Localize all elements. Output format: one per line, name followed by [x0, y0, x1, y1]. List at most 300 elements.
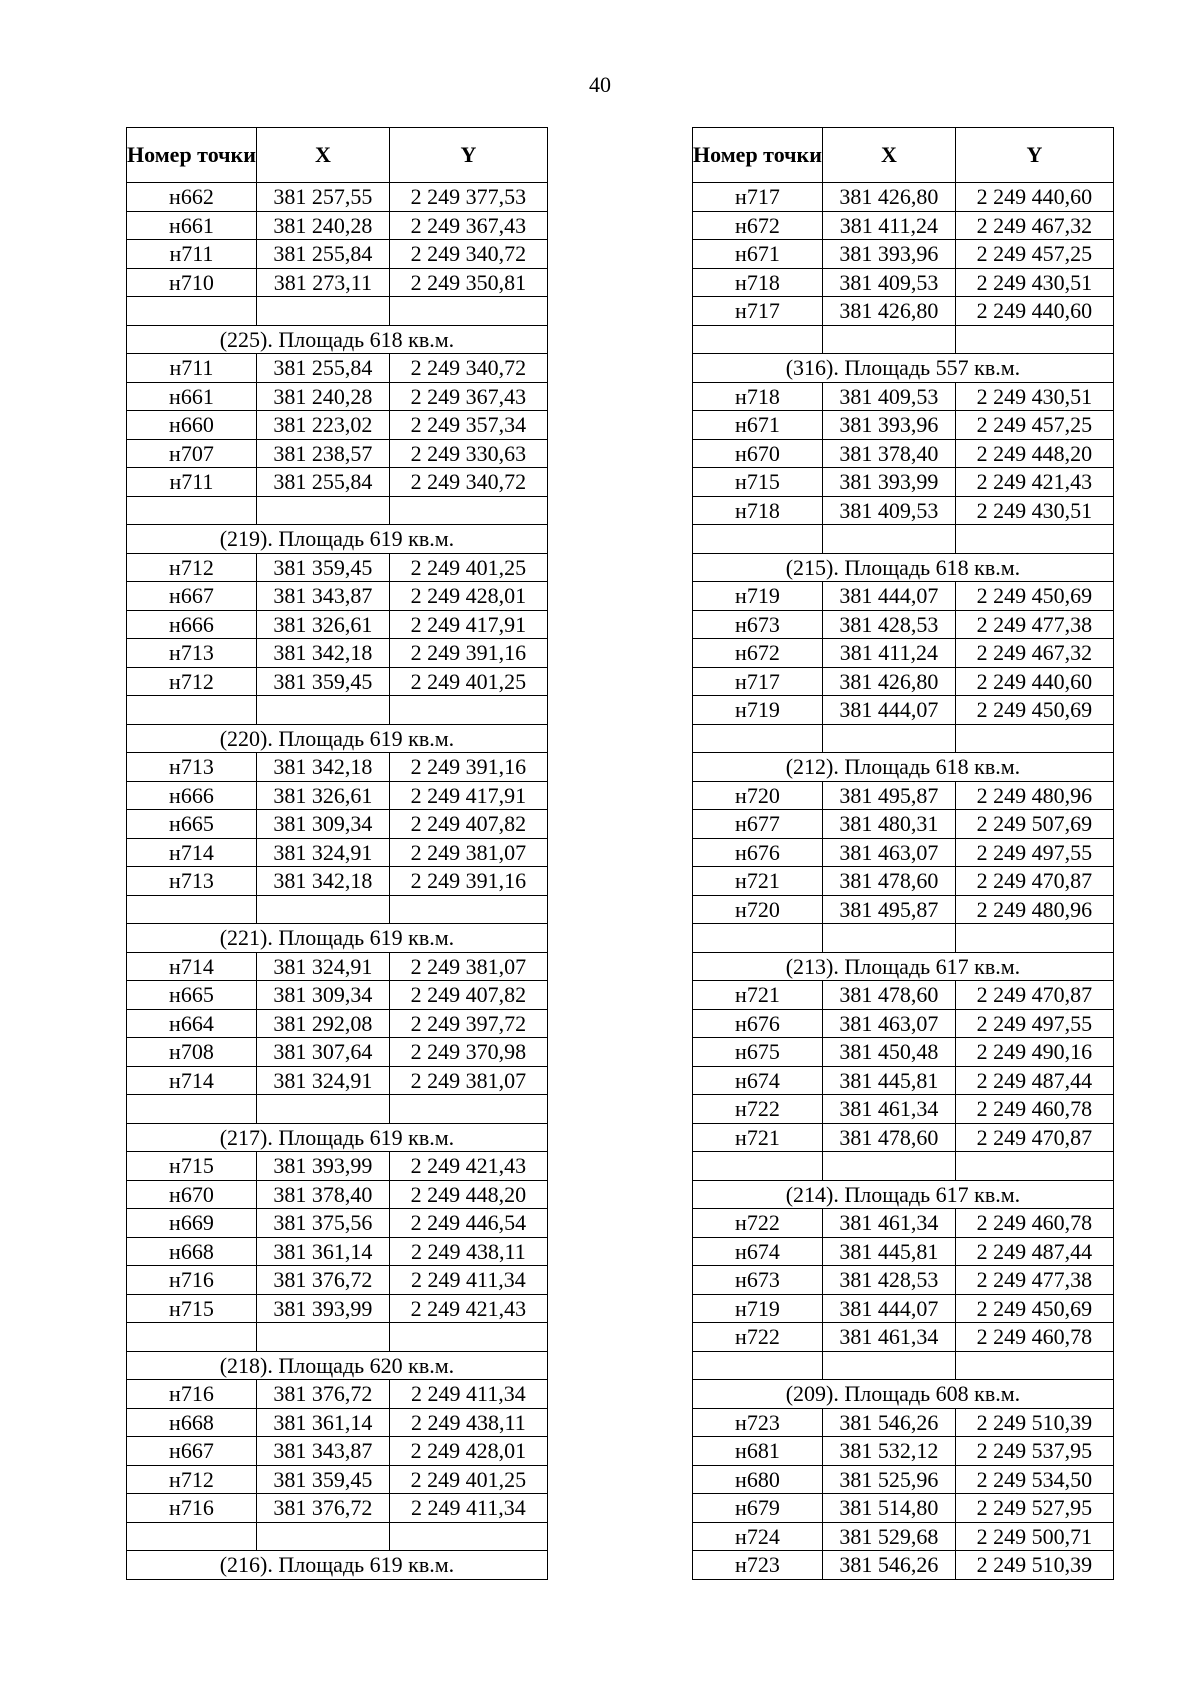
- x-coordinate-cell: 381 393,99: [256, 1294, 389, 1323]
- x-coordinate-cell: 381 273,11: [256, 268, 389, 297]
- x-coordinate-cell: 381 238,57: [256, 439, 389, 468]
- x-coordinate-cell: 381 444,07: [822, 582, 955, 611]
- y-coordinate-cell: 2 249 330,63: [389, 439, 547, 468]
- x-coordinate-cell: 381 240,28: [256, 211, 389, 240]
- table-row: [127, 1237, 548, 1266]
- table-row: [693, 268, 1114, 297]
- point-number-cell: н715: [127, 1294, 257, 1323]
- table-body-right: [693, 183, 1114, 1580]
- table-row: [127, 781, 548, 810]
- section-title: (316). Площадь 557 кв.м.: [693, 354, 1114, 383]
- x-coordinate-cell: 381 240,28: [256, 382, 389, 411]
- point-number-cell: н719: [693, 582, 823, 611]
- x-coordinate-cell: 381 359,45: [256, 553, 389, 582]
- x-coordinate-cell: [256, 696, 389, 725]
- y-coordinate-cell: 2 249 460,78: [955, 1323, 1113, 1352]
- section-title-row: [127, 1351, 548, 1380]
- point-number-cell: н723: [693, 1551, 823, 1580]
- point-number-cell: н666: [127, 781, 257, 810]
- point-number-cell: [127, 1095, 257, 1124]
- y-coordinate-cell: 2 249 381,07: [389, 1066, 547, 1095]
- y-coordinate-cell: 2 249 397,72: [389, 1009, 547, 1038]
- table-row: [693, 810, 1114, 839]
- y-coordinate-cell: 2 249 500,71: [955, 1522, 1113, 1551]
- y-coordinate-cell: 2 249 537,95: [955, 1437, 1113, 1466]
- point-number-cell: н717: [693, 667, 823, 696]
- empty-row: [693, 1152, 1114, 1181]
- header-y: Y: [955, 128, 1113, 183]
- x-coordinate-cell: [256, 496, 389, 525]
- x-coordinate-cell: 381 463,07: [822, 1009, 955, 1038]
- y-coordinate-cell: 2 249 428,01: [389, 1437, 547, 1466]
- x-coordinate-cell: 381 409,53: [822, 382, 955, 411]
- point-number-cell: н722: [693, 1095, 823, 1124]
- table-row: [127, 1038, 548, 1067]
- x-coordinate-cell: 381 532,12: [822, 1437, 955, 1466]
- section-title: (218). Площадь 620 кв.м.: [127, 1351, 548, 1380]
- y-coordinate-cell: 2 249 370,98: [389, 1038, 547, 1067]
- table-row: [127, 382, 548, 411]
- point-number-cell: н674: [693, 1237, 823, 1266]
- coordinates-table-left: [126, 127, 548, 1580]
- header-x: X: [256, 128, 389, 183]
- y-coordinate-cell: 2 249 428,01: [389, 582, 547, 611]
- point-number-cell: н672: [693, 639, 823, 668]
- table-row: [127, 1380, 548, 1409]
- table-row: [693, 1038, 1114, 1067]
- table-row: [693, 838, 1114, 867]
- empty-row: [127, 1095, 548, 1124]
- point-number-cell: н718: [693, 496, 823, 525]
- y-coordinate-cell: 2 249 407,82: [389, 981, 547, 1010]
- section-title: (214). Площадь 617 кв.м.: [693, 1180, 1114, 1209]
- y-coordinate-cell: 2 249 381,07: [389, 838, 547, 867]
- point-number-cell: н718: [693, 382, 823, 411]
- section-title-row: [693, 354, 1114, 383]
- y-coordinate-cell: 2 249 411,34: [389, 1266, 547, 1295]
- point-number-cell: н716: [127, 1266, 257, 1295]
- point-number-cell: н718: [693, 268, 823, 297]
- table-row: [693, 895, 1114, 924]
- section-title-row: [127, 1551, 548, 1580]
- y-coordinate-cell: 2 249 357,34: [389, 411, 547, 440]
- y-coordinate-cell: [389, 895, 547, 924]
- x-coordinate-cell: 381 426,80: [822, 297, 955, 326]
- point-number-cell: [127, 297, 257, 326]
- point-number-cell: н668: [127, 1237, 257, 1266]
- y-coordinate-cell: 2 249 401,25: [389, 667, 547, 696]
- x-coordinate-cell: 381 525,96: [822, 1465, 955, 1494]
- y-coordinate-cell: [389, 1323, 547, 1352]
- x-coordinate-cell: 381 529,68: [822, 1522, 955, 1551]
- x-coordinate-cell: 381 463,07: [822, 838, 955, 867]
- table-row: [127, 952, 548, 981]
- y-coordinate-cell: [389, 496, 547, 525]
- table-body-left: [127, 183, 548, 1580]
- point-number-cell: н710: [127, 268, 257, 297]
- x-coordinate-cell: 381 445,81: [822, 1066, 955, 1095]
- coordinates-table-right: [692, 127, 1114, 1580]
- point-number-cell: н715: [693, 468, 823, 497]
- y-coordinate-cell: 2 249 421,43: [389, 1294, 547, 1323]
- y-coordinate-cell: 2 249 421,43: [389, 1152, 547, 1181]
- y-coordinate-cell: [389, 1095, 547, 1124]
- x-coordinate-cell: 381 309,34: [256, 810, 389, 839]
- table-row: [127, 1180, 548, 1209]
- x-coordinate-cell: 381 478,60: [822, 1123, 955, 1152]
- y-coordinate-cell: 2 249 430,51: [955, 382, 1113, 411]
- section-title-row: [693, 952, 1114, 981]
- x-coordinate-cell: 381 255,84: [256, 468, 389, 497]
- point-number-cell: н717: [693, 297, 823, 326]
- point-number-cell: н673: [693, 610, 823, 639]
- x-coordinate-cell: 381 324,91: [256, 838, 389, 867]
- point-number-cell: н708: [127, 1038, 257, 1067]
- table-row: [693, 1266, 1114, 1295]
- x-coordinate-cell: 381 223,02: [256, 411, 389, 440]
- y-coordinate-cell: 2 249 430,51: [955, 268, 1113, 297]
- y-coordinate-cell: 2 249 377,53: [389, 183, 547, 212]
- table-row: [127, 354, 548, 383]
- y-coordinate-cell: 2 249 457,25: [955, 240, 1113, 269]
- table-row: [693, 439, 1114, 468]
- point-number-cell: н721: [693, 1123, 823, 1152]
- point-number-cell: н712: [127, 667, 257, 696]
- table-row: [693, 1123, 1114, 1152]
- x-coordinate-cell: 381 461,34: [822, 1095, 955, 1124]
- point-number-cell: н681: [693, 1437, 823, 1466]
- table-header-row: [693, 128, 1114, 183]
- y-coordinate-cell: [389, 297, 547, 326]
- table-row: [127, 1465, 548, 1494]
- point-number-cell: [693, 525, 823, 554]
- y-coordinate-cell: 2 249 440,60: [955, 667, 1113, 696]
- y-coordinate-cell: 2 249 457,25: [955, 411, 1113, 440]
- x-coordinate-cell: 381 409,53: [822, 496, 955, 525]
- y-coordinate-cell: 2 249 510,39: [955, 1551, 1113, 1580]
- section-title: (217). Площадь 619 кв.м.: [127, 1123, 548, 1152]
- point-number-cell: н676: [693, 838, 823, 867]
- table-row: [693, 1323, 1114, 1352]
- x-coordinate-cell: 381 292,08: [256, 1009, 389, 1038]
- table-row: [693, 582, 1114, 611]
- x-coordinate-cell: 381 495,87: [822, 895, 955, 924]
- page-number: 40: [589, 72, 611, 97]
- point-number-cell: [127, 1323, 257, 1352]
- y-coordinate-cell: 2 249 450,69: [955, 582, 1113, 611]
- empty-row: [693, 325, 1114, 354]
- point-number-cell: н712: [127, 1465, 257, 1494]
- y-coordinate-cell: 2 249 450,69: [955, 1294, 1113, 1323]
- y-coordinate-cell: 2 249 417,91: [389, 781, 547, 810]
- y-coordinate-cell: 2 249 460,78: [955, 1209, 1113, 1238]
- point-number-cell: н674: [693, 1066, 823, 1095]
- point-number-cell: н714: [127, 952, 257, 981]
- x-coordinate-cell: [256, 1095, 389, 1124]
- y-coordinate-cell: [955, 1351, 1113, 1380]
- y-coordinate-cell: 2 249 381,07: [389, 952, 547, 981]
- table-row: [127, 639, 548, 668]
- point-number-cell: н677: [693, 810, 823, 839]
- x-coordinate-cell: 381 378,40: [822, 439, 955, 468]
- x-coordinate-cell: 381 426,80: [822, 667, 955, 696]
- table-row: [127, 1266, 548, 1295]
- x-coordinate-cell: [256, 1522, 389, 1551]
- table-row: [693, 382, 1114, 411]
- point-number-cell: н714: [127, 838, 257, 867]
- point-number-cell: н719: [693, 1294, 823, 1323]
- table-header-row: [127, 128, 548, 183]
- point-number-cell: н723: [693, 1408, 823, 1437]
- x-coordinate-cell: 381 546,26: [822, 1408, 955, 1437]
- point-number-cell: н665: [127, 981, 257, 1010]
- point-number-cell: н713: [127, 867, 257, 896]
- table-row: [693, 1095, 1114, 1124]
- table-row: [127, 838, 548, 867]
- y-coordinate-cell: 2 249 467,32: [955, 211, 1113, 240]
- section-title: (213). Площадь 617 кв.м.: [693, 952, 1114, 981]
- table-row: [693, 610, 1114, 639]
- x-coordinate-cell: 381 359,45: [256, 1465, 389, 1494]
- section-title-row: [127, 724, 548, 753]
- x-coordinate-cell: 381 445,81: [822, 1237, 955, 1266]
- x-coordinate-cell: [822, 1152, 955, 1181]
- point-number-cell: н661: [127, 211, 257, 240]
- x-coordinate-cell: [822, 525, 955, 554]
- x-coordinate-cell: 381 359,45: [256, 667, 389, 696]
- y-coordinate-cell: 2 249 340,72: [389, 468, 547, 497]
- table-row: [127, 867, 548, 896]
- x-coordinate-cell: 381 393,99: [822, 468, 955, 497]
- table-row: [127, 1152, 548, 1181]
- table-row: [693, 639, 1114, 668]
- table-row: [127, 1294, 548, 1323]
- point-number-cell: н675: [693, 1038, 823, 1067]
- y-coordinate-cell: 2 249 438,11: [389, 1408, 547, 1437]
- table-row: [127, 268, 548, 297]
- y-coordinate-cell: 2 249 477,38: [955, 1266, 1113, 1295]
- header-point-number: Номер точки: [127, 128, 257, 183]
- x-coordinate-cell: [256, 1323, 389, 1352]
- point-number-cell: н672: [693, 211, 823, 240]
- x-coordinate-cell: 381 378,40: [256, 1180, 389, 1209]
- table-row: [127, 610, 548, 639]
- point-number-cell: [127, 496, 257, 525]
- point-number-cell: н711: [127, 354, 257, 383]
- y-coordinate-cell: 2 249 534,50: [955, 1465, 1113, 1494]
- y-coordinate-cell: 2 249 340,72: [389, 240, 547, 269]
- y-coordinate-cell: 2 249 407,82: [389, 810, 547, 839]
- x-coordinate-cell: 381 326,61: [256, 610, 389, 639]
- y-coordinate-cell: 2 249 497,55: [955, 838, 1113, 867]
- x-coordinate-cell: 381 309,34: [256, 981, 389, 1010]
- y-coordinate-cell: 2 249 391,16: [389, 639, 547, 668]
- point-number-cell: н660: [127, 411, 257, 440]
- section-title-row: [127, 924, 548, 953]
- point-number-cell: н713: [127, 639, 257, 668]
- point-number-cell: н719: [693, 696, 823, 725]
- x-coordinate-cell: 381 324,91: [256, 1066, 389, 1095]
- point-number-cell: н713: [127, 753, 257, 782]
- table-row: [127, 582, 548, 611]
- x-coordinate-cell: 381 255,84: [256, 354, 389, 383]
- table-row: [693, 1294, 1114, 1323]
- point-number-cell: н721: [693, 867, 823, 896]
- y-coordinate-cell: 2 249 440,60: [955, 183, 1113, 212]
- x-coordinate-cell: [822, 924, 955, 953]
- point-number-cell: н712: [127, 553, 257, 582]
- table-row: [693, 781, 1114, 810]
- y-coordinate-cell: [955, 1152, 1113, 1181]
- table-row: [127, 439, 548, 468]
- y-coordinate-cell: 2 249 417,91: [389, 610, 547, 639]
- y-coordinate-cell: 2 249 440,60: [955, 297, 1113, 326]
- y-coordinate-cell: 2 249 430,51: [955, 496, 1113, 525]
- x-coordinate-cell: 381 444,07: [822, 696, 955, 725]
- x-coordinate-cell: 381 361,14: [256, 1237, 389, 1266]
- point-number-cell: н707: [127, 439, 257, 468]
- table-row: [693, 1408, 1114, 1437]
- x-coordinate-cell: 381 376,72: [256, 1266, 389, 1295]
- table-row: [127, 183, 548, 212]
- y-coordinate-cell: 2 249 487,44: [955, 1066, 1113, 1095]
- x-coordinate-cell: [822, 325, 955, 354]
- x-coordinate-cell: 381 426,80: [822, 183, 955, 212]
- table-row: [127, 1437, 548, 1466]
- x-coordinate-cell: 381 428,53: [822, 610, 955, 639]
- table-row: [693, 496, 1114, 525]
- x-coordinate-cell: [256, 297, 389, 326]
- x-coordinate-cell: 381 257,55: [256, 183, 389, 212]
- x-coordinate-cell: 381 495,87: [822, 781, 955, 810]
- x-coordinate-cell: 381 342,18: [256, 753, 389, 782]
- section-title: (220). Площадь 619 кв.м.: [127, 724, 548, 753]
- x-coordinate-cell: 381 393,96: [822, 411, 955, 440]
- y-coordinate-cell: 2 249 477,38: [955, 610, 1113, 639]
- section-title: (212). Площадь 618 кв.м.: [693, 753, 1114, 782]
- section-title-row: [127, 1123, 548, 1152]
- y-coordinate-cell: 2 249 438,11: [389, 1237, 547, 1266]
- x-coordinate-cell: 381 255,84: [256, 240, 389, 269]
- y-coordinate-cell: 2 249 510,39: [955, 1408, 1113, 1437]
- y-coordinate-cell: 2 249 391,16: [389, 867, 547, 896]
- table-row: [127, 667, 548, 696]
- point-number-cell: н664: [127, 1009, 257, 1038]
- point-number-cell: н667: [127, 582, 257, 611]
- y-coordinate-cell: 2 249 467,32: [955, 639, 1113, 668]
- point-number-cell: н721: [693, 981, 823, 1010]
- y-coordinate-cell: [955, 924, 1113, 953]
- point-number-cell: н724: [693, 1522, 823, 1551]
- y-coordinate-cell: 2 249 470,87: [955, 1123, 1113, 1152]
- x-coordinate-cell: 381 343,87: [256, 1437, 389, 1466]
- y-coordinate-cell: 2 249 470,87: [955, 981, 1113, 1010]
- section-title-row: [693, 753, 1114, 782]
- y-coordinate-cell: [389, 1522, 547, 1551]
- empty-row: [127, 1323, 548, 1352]
- y-coordinate-cell: 2 249 401,25: [389, 1465, 547, 1494]
- point-number-cell: н670: [127, 1180, 257, 1209]
- y-coordinate-cell: 2 249 411,34: [389, 1494, 547, 1523]
- y-coordinate-cell: 2 249 487,44: [955, 1237, 1113, 1266]
- point-number-cell: н716: [127, 1494, 257, 1523]
- table-row: [127, 1209, 548, 1238]
- section-title: (225). Площадь 618 кв.м.: [127, 325, 548, 354]
- section-title: (209). Площадь 608 кв.м.: [693, 1380, 1114, 1409]
- table-row: [693, 867, 1114, 896]
- y-coordinate-cell: 2 249 460,78: [955, 1095, 1113, 1124]
- section-title-row: [693, 553, 1114, 582]
- point-number-cell: н671: [693, 411, 823, 440]
- y-coordinate-cell: 2 249 450,69: [955, 696, 1113, 725]
- table-row: [127, 753, 548, 782]
- point-number-cell: н717: [693, 183, 823, 212]
- point-number-cell: н722: [693, 1323, 823, 1352]
- table-row: [127, 1494, 548, 1523]
- x-coordinate-cell: 381 375,56: [256, 1209, 389, 1238]
- point-number-cell: н711: [127, 468, 257, 497]
- empty-row: [127, 895, 548, 924]
- y-coordinate-cell: 2 249 507,69: [955, 810, 1113, 839]
- x-coordinate-cell: 381 480,31: [822, 810, 955, 839]
- point-number-cell: н679: [693, 1494, 823, 1523]
- table-row: [127, 1009, 548, 1038]
- y-coordinate-cell: 2 249 391,16: [389, 753, 547, 782]
- point-number-cell: н722: [693, 1209, 823, 1238]
- section-title: (221). Площадь 619 кв.м.: [127, 924, 548, 953]
- section-title-row: [693, 1180, 1114, 1209]
- x-coordinate-cell: 381 376,72: [256, 1380, 389, 1409]
- y-coordinate-cell: 2 249 448,20: [955, 439, 1113, 468]
- point-number-cell: [693, 1152, 823, 1181]
- table-row: [693, 1437, 1114, 1466]
- point-number-cell: н669: [127, 1209, 257, 1238]
- empty-row: [693, 525, 1114, 554]
- point-number-cell: [693, 1351, 823, 1380]
- table-row: [693, 667, 1114, 696]
- header-y: Y: [389, 128, 547, 183]
- y-coordinate-cell: 2 249 470,87: [955, 867, 1113, 896]
- table-row: [127, 1066, 548, 1095]
- x-coordinate-cell: 381 376,72: [256, 1494, 389, 1523]
- table-row: [693, 1551, 1114, 1580]
- table-row: [693, 468, 1114, 497]
- table-row: [127, 240, 548, 269]
- table-row: [693, 240, 1114, 269]
- empty-row: [127, 496, 548, 525]
- table-row: [693, 1237, 1114, 1266]
- x-coordinate-cell: 381 478,60: [822, 867, 955, 896]
- header-point-number: Номер точки: [693, 128, 823, 183]
- x-coordinate-cell: 381 393,96: [822, 240, 955, 269]
- section-title: (215). Площадь 618 кв.м.: [693, 553, 1114, 582]
- x-coordinate-cell: 381 411,24: [822, 211, 955, 240]
- table-row: [693, 1209, 1114, 1238]
- point-number-cell: н720: [693, 895, 823, 924]
- section-title-row: [127, 325, 548, 354]
- table-row: [693, 211, 1114, 240]
- x-coordinate-cell: 381 450,48: [822, 1038, 955, 1067]
- point-number-cell: н671: [693, 240, 823, 269]
- table-row: [693, 183, 1114, 212]
- table-row: [127, 553, 548, 582]
- point-number-cell: н670: [693, 439, 823, 468]
- point-number-cell: н715: [127, 1152, 257, 1181]
- empty-row: [127, 297, 548, 326]
- y-coordinate-cell: 2 249 480,96: [955, 895, 1113, 924]
- y-coordinate-cell: 2 249 411,34: [389, 1380, 547, 1409]
- empty-row: [127, 696, 548, 725]
